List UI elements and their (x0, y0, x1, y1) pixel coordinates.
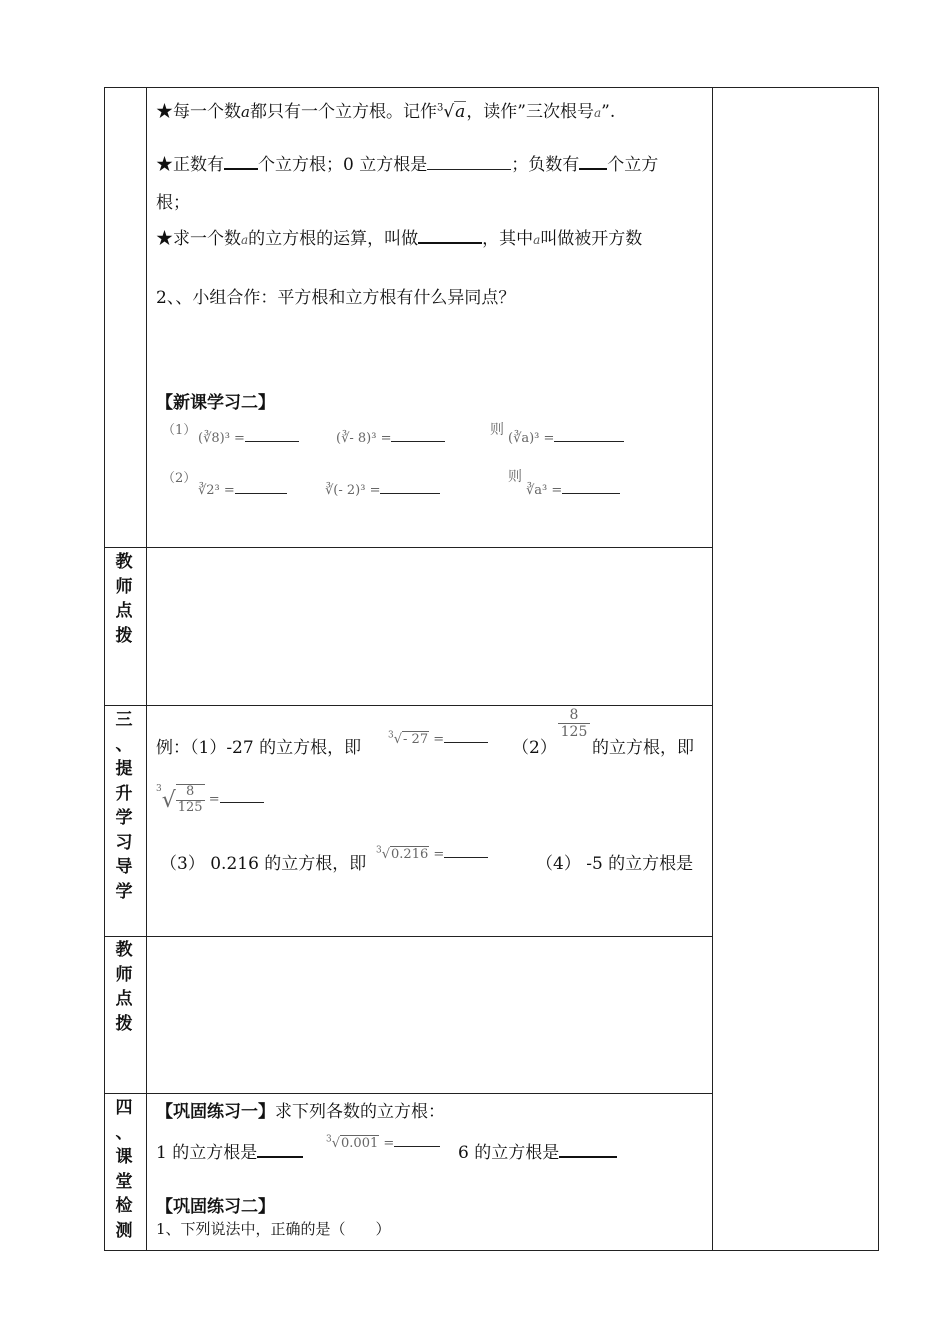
label-char: 习 (115, 832, 133, 853)
text-segment: 个立方根；0 立方根是 (258, 155, 428, 175)
answer-blank[interactable] (418, 225, 482, 244)
exercise-row-2-label: （2） (162, 471, 197, 486)
table-row-divider-4 (104, 1093, 713, 1094)
table-border-bottom (104, 1250, 879, 1251)
radicand: 0.216 (391, 847, 429, 862)
exercise-row-2-then: 则 (508, 469, 522, 485)
practice-1-instruction: 求下列各数的立方根： (275, 1102, 445, 1122)
label-char: 教 (115, 552, 133, 572)
label-char: 升 (115, 783, 133, 804)
exercise-row-2-expr-1 (198, 480, 287, 498)
cube-root-notation: $^3$√a (436, 102, 466, 122)
answer-blank[interactable] (579, 151, 607, 170)
text-segment: 个立方 (607, 155, 659, 175)
label-char: 、 (115, 734, 133, 755)
practice-1-title: 【巩固练习一】 (156, 1102, 275, 1122)
example-1-text: 例：（1）-27 的立方根，即 (156, 738, 362, 758)
label-char: 师 (115, 576, 133, 597)
table-border-left (104, 87, 105, 1251)
text-segment: ；负数有 (511, 155, 580, 175)
example-2-text: 的立方根，即 (592, 738, 694, 758)
math-expression: ∛(- 2)³ = (325, 483, 381, 498)
label-char: 四 (115, 1098, 133, 1118)
math-expression: ∛a³ = (526, 483, 563, 498)
text-segment: 叫做被开方数 (540, 229, 643, 249)
label-char: 检 (115, 1196, 133, 1216)
cube-root-operation-line (156, 224, 642, 249)
practice-2-title: 【巩固练习二】 (156, 1197, 275, 1217)
label-char: 拨 (115, 1013, 133, 1034)
practice-1-root: $^3$√0.001 = (326, 1133, 440, 1151)
table-row-divider-1 (104, 547, 713, 548)
radicand: - 27 (403, 732, 429, 747)
text-segment: ★每一个数 (156, 102, 241, 122)
label-char: 提 (115, 759, 133, 779)
text-segment: ，读作”三次根号 (466, 102, 595, 122)
math-expression: (∛8)³ = (198, 431, 245, 446)
example-3-root: $^3$√0.216 = (376, 844, 488, 862)
text-segment: ”. (601, 102, 616, 122)
new-lesson-title: 【新课学习二】 (156, 393, 275, 413)
radicand: a (455, 102, 466, 122)
variable-a: a (241, 233, 249, 247)
math-expression: (∛- 8)³ = (336, 431, 392, 446)
answer-blank[interactable] (444, 729, 488, 743)
text-segment: ★正数有 (156, 155, 224, 175)
practice-2-question-1: 1、下列说法中，正确的是（ ） (156, 1220, 391, 1238)
answer-blank[interactable] (380, 480, 440, 494)
table-border-right (878, 87, 879, 1251)
example-3-text: （3） 0.216 的立方根，即 (160, 854, 367, 874)
label-char: 、 (115, 1122, 133, 1143)
answer-blank[interactable] (257, 1139, 303, 1158)
exercise-row-2-expr-3 (526, 480, 620, 498)
section-three-label (104, 708, 144, 904)
math-expression: (∛a)³ = (508, 431, 555, 446)
text-segment: 6 的立方根是 (458, 1143, 560, 1163)
example-1-root: $^3$√- 27 = (388, 729, 488, 747)
answer-blank[interactable] (394, 1133, 440, 1147)
label-char: 三 (115, 710, 133, 730)
text-segment: 都只有一个立方根。记作 (249, 102, 437, 122)
label-char: 测 (115, 1220, 133, 1241)
teacher-tip-label-2 (104, 938, 144, 1036)
fraction-denominator: 125 (560, 724, 588, 740)
text-segment: 1 的立方根是 (156, 1143, 258, 1163)
exercise-row-1-expr-3 (508, 428, 624, 446)
answer-blank[interactable] (554, 428, 624, 442)
answer-blank[interactable] (245, 428, 299, 442)
label-char: 学 (115, 881, 133, 902)
answer-blank[interactable] (235, 480, 287, 494)
practice-1-q1 (156, 1138, 303, 1163)
text-segment: 的立方根的运算，叫做 (248, 229, 419, 249)
fraction-numerator: 8 (176, 785, 205, 800)
table-row-divider-2 (104, 705, 713, 706)
label-char: 点 (115, 601, 133, 621)
exercise-row-1-expr-1 (198, 428, 299, 446)
label-char: 堂 (115, 1171, 133, 1192)
cube-root-count-line (156, 150, 658, 175)
fraction-denominator: 125 (177, 799, 203, 815)
answer-blank[interactable] (444, 844, 488, 858)
radicand: 0.001 (341, 1136, 379, 1151)
text-segment: ★求一个数 (156, 229, 241, 249)
equals-sign: = (433, 732, 445, 747)
label-char: 教 (115, 940, 133, 960)
section-four-label (104, 1096, 144, 1243)
fraction-numerator: 8 (569, 707, 579, 723)
example-2-root-expression: $^3$√ $\frac{8}{125}$ = (156, 784, 264, 815)
label-char: 点 (115, 989, 133, 1009)
cube-root-definition-line (156, 97, 615, 122)
exercise-row-1-label: （1） (162, 423, 197, 438)
label-char: 师 (115, 964, 133, 985)
table-border-top (104, 87, 879, 88)
label-char: 拨 (115, 625, 133, 646)
text-segment: ，其中 (482, 229, 534, 249)
radical-fraction (176, 784, 205, 815)
table-col-divider-2 (712, 87, 713, 1251)
answer-blank[interactable] (559, 1139, 617, 1158)
answer-blank[interactable] (224, 151, 258, 170)
exercise-row-1-expr-2 (336, 428, 445, 446)
table-row-divider-3 (104, 936, 713, 937)
example-2-label: （2） (512, 738, 557, 758)
equals-sign: = (208, 792, 220, 807)
answer-blank[interactable] (391, 428, 445, 442)
table-col-divider-1 (146, 87, 147, 1251)
example-4-text: （4） -5 的立方根是 (536, 854, 694, 874)
label-char: 学 (115, 808, 133, 828)
answer-blank[interactable] (427, 152, 511, 170)
practice-1-heading (156, 1097, 445, 1122)
equals-sign: = (383, 1136, 395, 1151)
variable-a: a (594, 106, 602, 120)
cube-root-count-continued: 根； (156, 193, 190, 213)
variable-a: a (241, 103, 250, 121)
fraction-8-125 (558, 707, 590, 740)
root-index: 3 (436, 102, 444, 114)
answer-blank[interactable] (220, 789, 264, 803)
equals-sign: = (433, 847, 445, 862)
exercise-row-2-expr-2 (325, 480, 440, 498)
group-cooperation-prompt: 2、、小组合作：平方根和立方根有什么异同点？ (156, 288, 516, 308)
answer-blank[interactable] (562, 480, 620, 494)
math-expression: ∛2³ = (198, 483, 235, 498)
label-char: 课 (115, 1147, 133, 1167)
variable-a: a (533, 233, 541, 247)
teacher-tip-label-1 (104, 550, 144, 648)
label-char: 导 (115, 857, 133, 877)
exercise-row-1-then: 则 (490, 422, 504, 438)
practice-1-q2 (458, 1138, 617, 1163)
